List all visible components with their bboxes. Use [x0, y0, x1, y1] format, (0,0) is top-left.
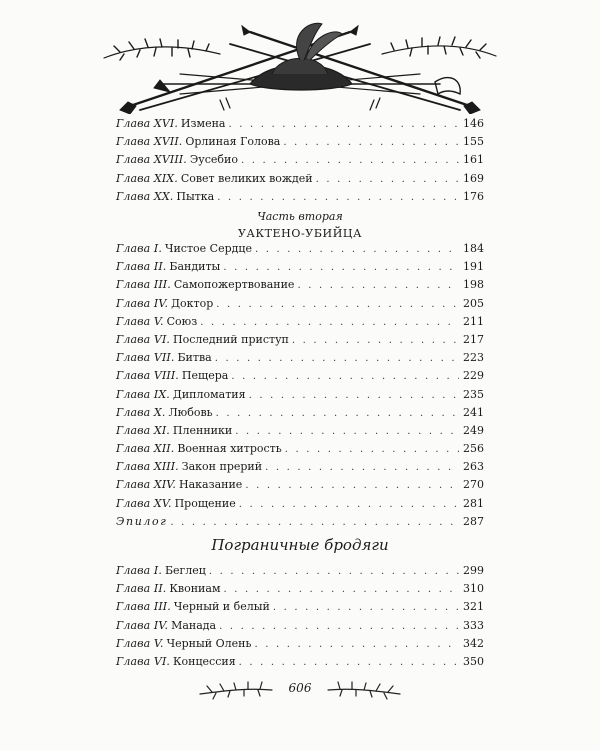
- chapter-page: 146: [463, 117, 484, 130]
- toc-row[interactable]: [116, 404, 484, 422]
- toc-row[interactable]: [116, 440, 484, 458]
- leader-dots: [239, 654, 459, 672]
- leader-dots: [216, 405, 459, 423]
- chapter-page: 155: [463, 135, 484, 149]
- leader-dots: [273, 599, 459, 617]
- toc-row[interactable]: [116, 562, 484, 580]
- chapter-title: Наказание: [179, 478, 243, 492]
- leader-dots: [224, 581, 460, 599]
- chapter-title: Дипломатия: [172, 387, 246, 401]
- chapter-page: 176: [463, 189, 484, 203]
- toc-row[interactable]: [116, 240, 484, 258]
- chapter-title: Закон прерий: [181, 460, 263, 474]
- chapter-label: Глава III.: [116, 278, 171, 292]
- chapter-label: Глава XIX.: [116, 171, 178, 185]
- epilogue-label: Эпилог: [116, 514, 168, 528]
- chapter-title: Квониам: [169, 582, 221, 596]
- leader-dots: [249, 387, 459, 405]
- toc-row[interactable]: [116, 617, 484, 635]
- toc-row[interactable]: [116, 331, 484, 349]
- toc-row[interactable]: [116, 580, 484, 598]
- leader-dots: [217, 189, 459, 207]
- chapter-title: Пленники: [172, 423, 233, 437]
- chapter-label: Глава XVI.: [116, 117, 178, 130]
- chapter-label: Глава VII.: [116, 351, 175, 365]
- book-title: Пограничные бродяги: [211, 536, 389, 554]
- toc-row[interactable]: [116, 188, 484, 206]
- chapter-label: Глава II.: [116, 260, 167, 274]
- chapter-label: Глава I.: [116, 564, 162, 577]
- toc-row[interactable]: [116, 598, 484, 616]
- chapter-label: Глава XVIII.: [116, 153, 187, 167]
- page-number: 606: [288, 681, 312, 695]
- chapter-page: 198: [463, 278, 484, 292]
- leader-dots: [216, 296, 459, 314]
- leader-dots: [200, 314, 459, 332]
- chapter-page: 241: [463, 405, 484, 419]
- chapter-title: Эусебио: [189, 153, 238, 167]
- toc-row[interactable]: [116, 422, 484, 440]
- chapter-title: Союз: [166, 314, 198, 328]
- toc-row-epilogue[interactable]: [116, 513, 484, 531]
- epilogue-page: 287: [463, 514, 484, 528]
- leader-dots: [297, 277, 459, 295]
- chapter-label: Глава XIII.: [116, 460, 179, 474]
- chapter-label: Глава XIV.: [116, 478, 176, 492]
- toc-row[interactable]: [116, 133, 484, 151]
- chapter-label: Глава XI.: [116, 423, 170, 437]
- leader-dots: [255, 241, 459, 259]
- chapter-label: Глава X.: [116, 405, 166, 419]
- leader-dots: [283, 134, 459, 152]
- chapter-page: 205: [463, 296, 484, 310]
- chapter-title: Пытка: [176, 189, 215, 203]
- chapter-page: 169: [463, 171, 484, 185]
- toc-row[interactable]: [116, 386, 484, 404]
- chapter-title: Манада: [171, 618, 217, 632]
- chapter-page: 270: [463, 478, 484, 492]
- chapter-title: Последний приступ: [173, 332, 289, 346]
- chapter-title: Орлиная Голова: [185, 135, 281, 149]
- chapter-page: 342: [463, 636, 484, 650]
- chapter-label: Глава VI.: [116, 332, 170, 346]
- chapter-title: Доктор: [171, 296, 214, 310]
- chapter-label: Глава VI.: [116, 654, 170, 668]
- leader-dots: [223, 259, 459, 277]
- toc-row[interactable]: [116, 170, 484, 188]
- leader-dots: [239, 496, 459, 514]
- chapter-page: 161: [463, 153, 484, 167]
- toc-row[interactable]: [116, 458, 484, 476]
- chapter-page: 333: [463, 618, 484, 632]
- chapter-title: Чистое Сердце: [164, 242, 252, 255]
- toc-row[interactable]: [116, 367, 484, 385]
- leader-dots: [241, 152, 459, 170]
- toc-row[interactable]: [116, 476, 484, 494]
- leader-dots: [245, 477, 459, 495]
- chapter-page: 217: [463, 332, 484, 346]
- chapter-title: Беглец: [164, 564, 206, 577]
- chapter-label: Глава IX.: [116, 387, 170, 401]
- chapter-page: 281: [463, 496, 484, 510]
- leader-dots: [316, 171, 459, 189]
- chapter-title: Прощение: [174, 496, 236, 510]
- chapter-title: Любовь: [168, 405, 213, 419]
- chapter-label: Глава V.: [116, 636, 164, 650]
- chapter-page: 310: [463, 582, 484, 596]
- toc-section-part-one: [116, 115, 484, 206]
- chapter-title: Черный Олень: [166, 636, 252, 650]
- chapter-page: 229: [463, 369, 484, 383]
- chapter-label: Глава IV.: [116, 296, 169, 310]
- chapter-label: Глава XII.: [116, 442, 175, 456]
- chapter-label: Глава XX.: [116, 189, 174, 203]
- leader-dots: [292, 332, 459, 350]
- chapter-page: 211: [463, 314, 484, 328]
- chapter-label: Глава XV.: [116, 496, 172, 510]
- leader-dots: [209, 563, 459, 581]
- toc-row[interactable]: [116, 115, 484, 133]
- chapter-page: 256: [463, 442, 484, 456]
- leader-dots: [254, 636, 459, 654]
- chapter-page: 299: [463, 564, 484, 577]
- chapter-title: Совет великих вождей: [180, 171, 313, 185]
- chapter-title: Концессия: [173, 654, 236, 668]
- chapter-page: 191: [463, 260, 484, 274]
- chapter-label: Глава VIII.: [116, 369, 179, 383]
- toc-row[interactable]: [116, 495, 484, 513]
- chapter-title: Бандиты: [169, 260, 221, 274]
- part-label: Часть вторая: [257, 210, 343, 223]
- chapter-label: Глава I.: [116, 242, 162, 255]
- chapter-label: Глава II.: [116, 582, 167, 596]
- leader-dots: [170, 514, 459, 532]
- toc-row[interactable]: [116, 635, 484, 653]
- chapter-title: Самопожертвование: [173, 278, 295, 292]
- chapter-label: Глава V.: [116, 314, 164, 328]
- toc-section-book-two: [116, 562, 484, 671]
- leader-dots: [235, 423, 459, 441]
- toc-row[interactable]: [116, 313, 484, 331]
- leader-dots: [219, 618, 459, 636]
- chapter-title: Военная хитрость: [177, 442, 282, 456]
- chapter-title: Битва: [177, 351, 212, 365]
- leader-dots: [215, 350, 459, 368]
- toc-row[interactable]: [116, 295, 484, 313]
- toc-section-part-two: [116, 240, 484, 531]
- chapter-label: Глава III.: [116, 600, 171, 614]
- leader-dots: [231, 368, 459, 386]
- toc-row[interactable]: [116, 653, 484, 671]
- chapter-page: 321: [463, 600, 484, 614]
- weapons-vignette-ornament: [100, 14, 500, 114]
- part-title: УАКТЕНО-УБИЙЦА: [237, 227, 363, 240]
- chapter-page: 263: [463, 460, 484, 474]
- chapter-page: 350: [463, 654, 484, 668]
- leader-dots: [265, 459, 459, 477]
- leader-dots: [228, 116, 459, 134]
- chapter-title: Пещера: [181, 369, 229, 383]
- chapter-title: Измена: [180, 117, 226, 130]
- leader-dots: [285, 441, 459, 459]
- toc-row[interactable]: [116, 151, 484, 169]
- chapter-title: Черный и белый: [173, 600, 270, 614]
- chapter-page: 223: [463, 351, 484, 365]
- toc-row[interactable]: [116, 349, 484, 367]
- toc-row[interactable]: [116, 276, 484, 294]
- chapter-page: 249: [463, 423, 484, 437]
- chapter-label: Глава IV.: [116, 618, 169, 632]
- toc-row[interactable]: [116, 258, 484, 276]
- chapter-label: Глава XVII.: [116, 135, 183, 149]
- chapter-page: 235: [463, 387, 484, 401]
- chapter-page: 184: [463, 242, 484, 255]
